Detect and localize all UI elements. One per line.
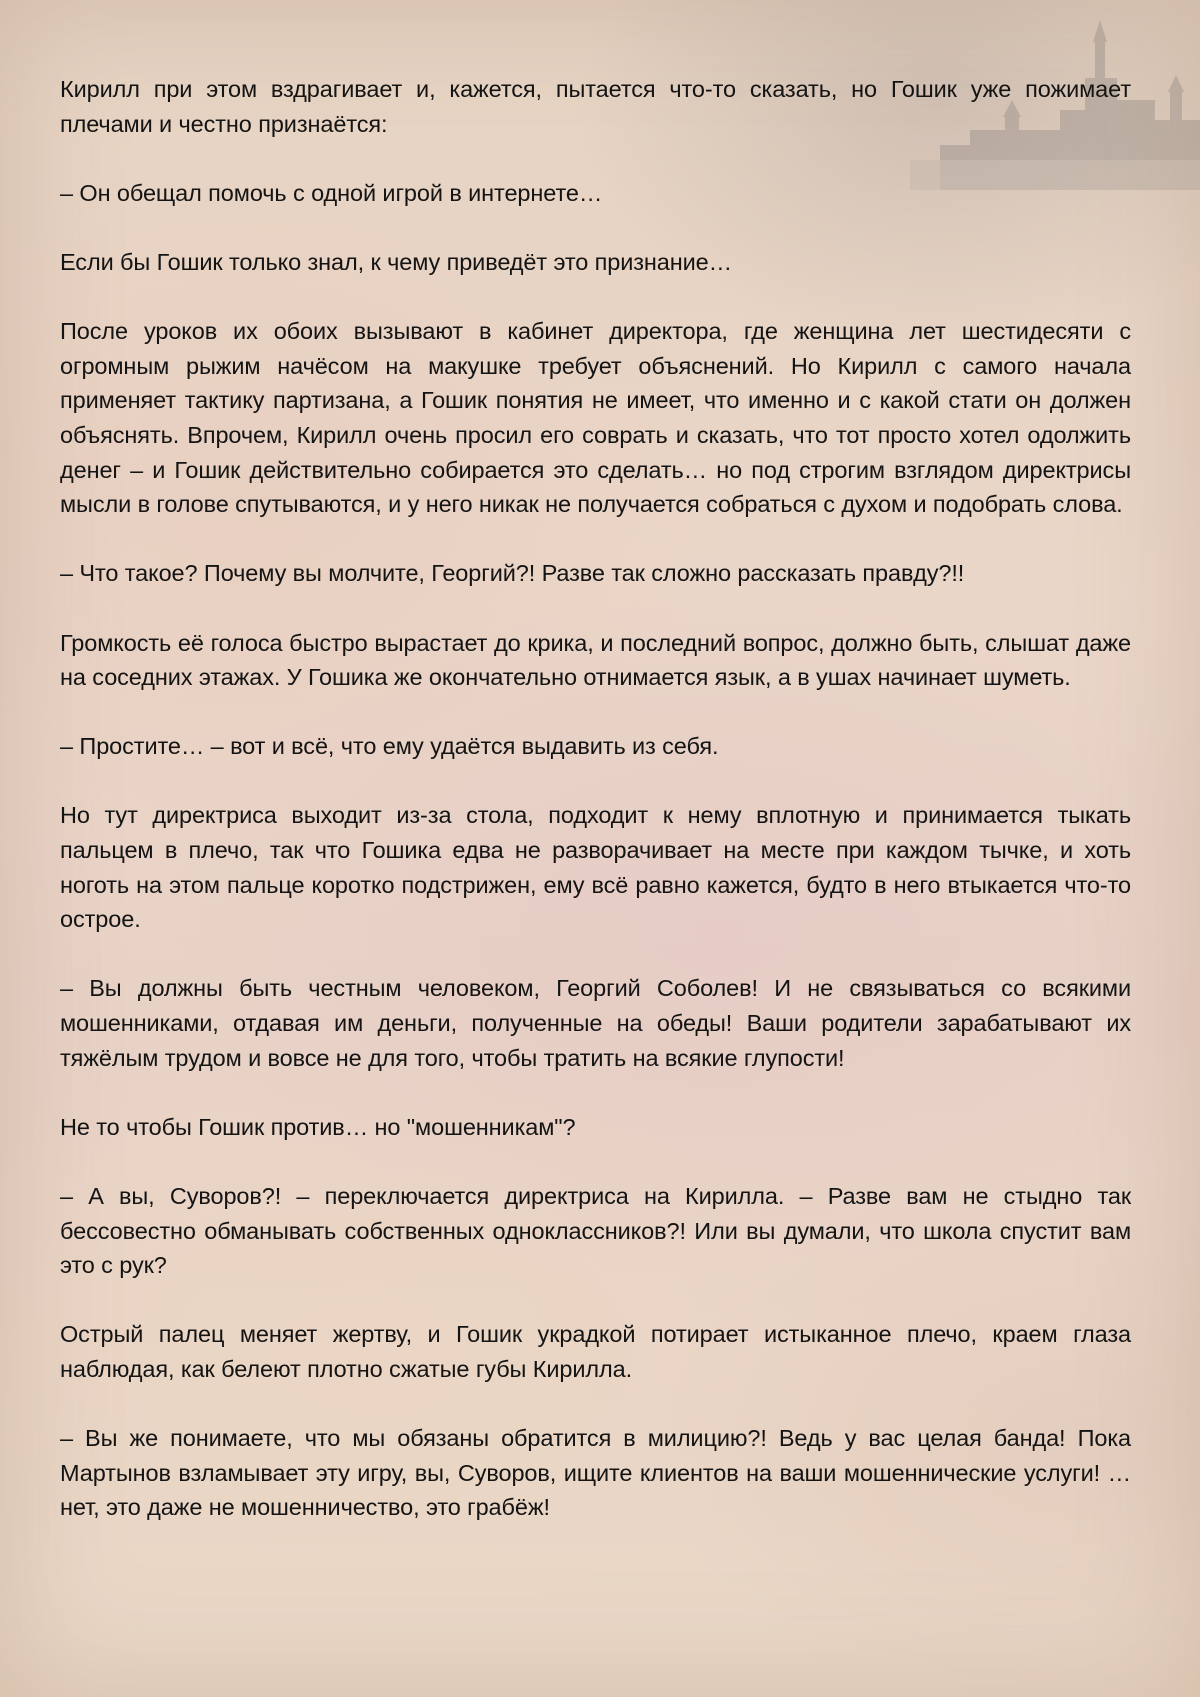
paragraph: – Вы же понимаете, что мы обязаны обратится в милицию?! Ведь у вас целая банда! Пока Мартынов взламывает эту игру, вы, Суворов, ищите клиентов на ваши мошеннические услуги! …нет, это даже не мошенничество, это грабёж! bbox=[60, 1425, 1131, 1521]
paragraph: Острый палец меняет жертву, и Гошик украдкой потирает истыканное плечо, краем глаза наблюдая, как белеют плотно сжатые губы Кирилла. bbox=[60, 1321, 1131, 1382]
paragraph: – Он обещал помочь с одной игрой в интернете… bbox=[60, 179, 603, 206]
paragraph: – Простите… – вот и всё, что ему удаётся выдавить из себя. bbox=[60, 733, 719, 760]
paragraph: – А вы, Суворов?! – переключается директриса на Кирилла. – Разве вам не стыдно так бессовестно обманывать собственных одноклассников?! Или вы думали, что школа спустит вам это с рук? bbox=[60, 1183, 1131, 1279]
document-body bbox=[60, 72, 1131, 1525]
paragraph: Но тут директриса выходит из-за стола, подходит к нему вплотную и принимается тыкать пальцем в плечо, так что Гошика едва не разворачивает на месте при каждом тычке, и хоть ноготь на этом пальце коротко подстрижен, ему всё равно кажется, будто в него втыкается что-то острое. bbox=[60, 802, 1131, 933]
paragraph: Кирилл при этом вздрагивает и, кажется, пытается что-то сказать, но Гошик уже пожимает плечами и честно признаётся: bbox=[60, 76, 1131, 137]
paragraph: – Вы должны быть честным человеком, Георгий Соболев! И не связываться со всякими мошенниками, отдавая им деньги, полученные на обеды! Ваши родители зарабатывают их тяжёлым трудом и вовсе не для того, чтобы тратить на всякие глупости! bbox=[60, 975, 1131, 1071]
paragraph: – Что такое? Почему вы молчите, Георгий?! Разве так сложно рассказать правду?!! bbox=[60, 560, 965, 587]
paragraph: После уроков их обоих вызывают в кабинет директора, где женщина лет шестидесяти с огромным рыжим начёсом на макушке требует объяснений. Но Кирилл с самого начала применяет тактику партизана, а Гошик понятия не имеет, что именно и с какой стати он должен объяснять. Впрочем, Кирилл очень просил его соврать и сказать, что тот просто хотел одолжить денег – и Гошик действительно собирается это сделать… но под строгим взглядом директрисы мысли в голове спутываются, и у него никак не получается собраться с духом и подобрать слова. bbox=[60, 318, 1131, 518]
paragraph: Если бы Гошик только знал, к чему приведёт это признание… bbox=[60, 248, 733, 275]
paragraph: Громкость её голоса быстро вырастает до крика, и последний вопрос, должно быть, слышат даже на соседних этажах. У Гошика же окончательно отнимается язык, а в ушах начинает шуметь. bbox=[60, 629, 1131, 691]
paragraph: Не то чтобы Гошик против… но "мошенникам"? bbox=[60, 1113, 576, 1140]
